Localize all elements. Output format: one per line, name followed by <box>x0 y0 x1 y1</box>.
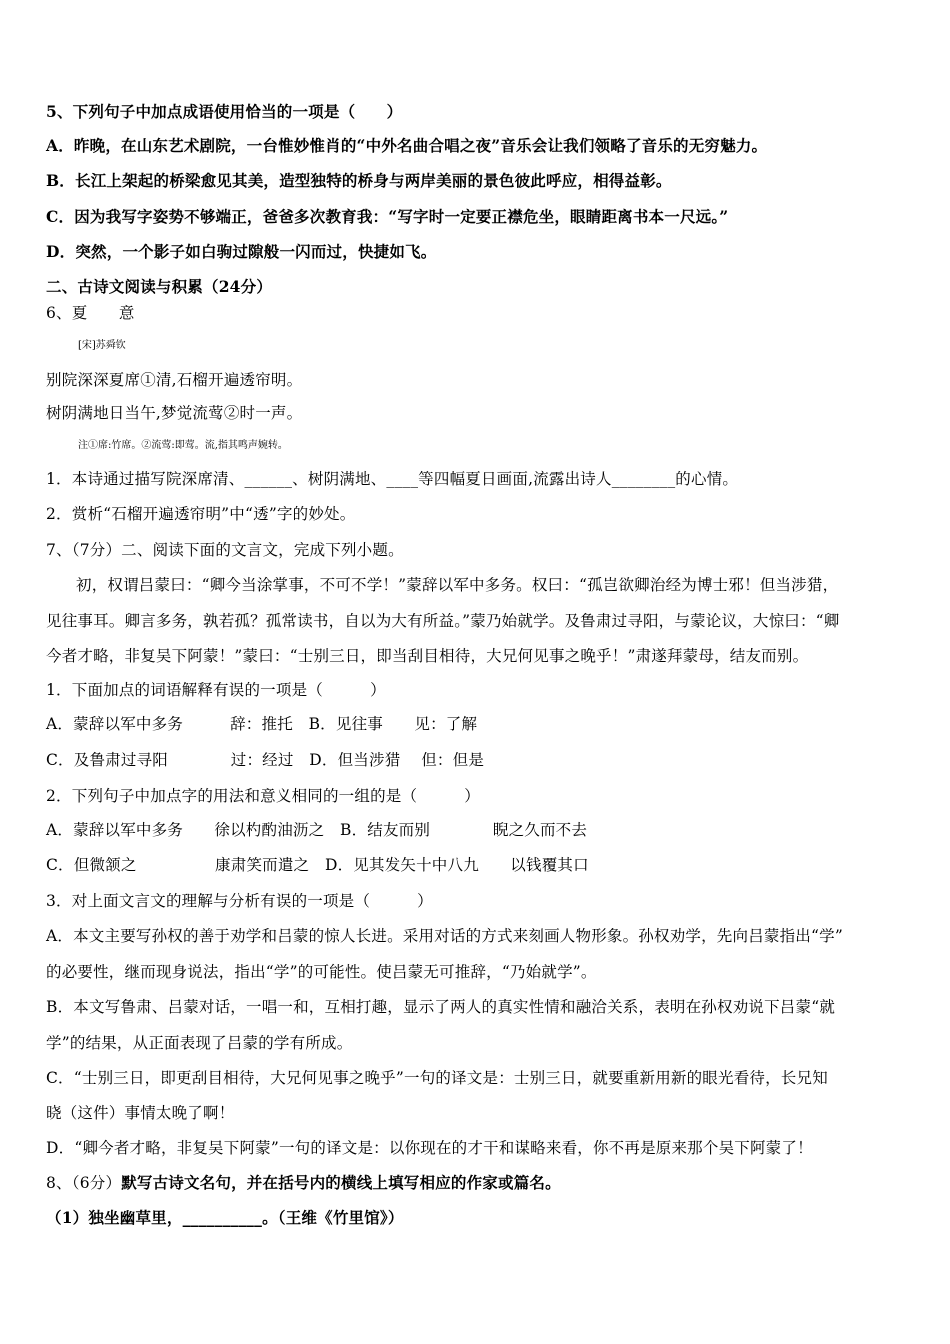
q7-sub2-options-ab: A．蒙辞以军中多务 徐以杓酌油沥之 B．结友而别 睨之久而不去 <box>46 821 588 839</box>
q7-passage-line3: 今者才略，非复吴下阿蒙！”蒙曰：“士别三日，即当刮目相待，大兄何见事之晚乎！”肃遂拜蒙母，结友而别。 <box>46 647 809 665</box>
q6-title: 6、夏 意 <box>46 304 135 322</box>
q8-stem: 默写古诗文名句，并在括号内的横线上填写相应的作家或篇名。 <box>121 1173 561 1192</box>
q6-poem-line2: 树阴满地日当午,梦觉流莺②时一声。 <box>46 404 303 422</box>
q8-item1: （1）独坐幽草里，__________。（王维《竹里馆》） <box>46 1208 404 1227</box>
q5-option-d: D．突然，一个影子如白驹过隙般一闪而过，快捷如飞。 <box>46 242 437 261</box>
q7-stem: 7、（7分）二、阅读下面的文言文，完成下列小题。 <box>46 541 404 559</box>
q7-passage-line1: 初，权谓吕蒙曰：“卿今当涂掌事，不可不学！”蒙辞以军中多务。权曰：“孤岂欲卿治经为博士邪！但当涉猎， <box>76 576 839 594</box>
q5-option-a: A．昨晚，在山东艺术剧院，一台惟妙惟肖的“中外名曲合唱之夜”音乐会让我们领略了音乐的无穷魅力。 <box>46 136 768 155</box>
q6-poem-line1: 别院深深夏席①清,石榴开遍透帘明。 <box>46 371 303 389</box>
q7-sub3-option-b-line1: B．本文写鲁肃、吕蒙对话，一唱一和，互相打趣，显示了两人的真实性情和融洽关系，表明在孙权劝说下吕蒙“就 <box>46 998 836 1016</box>
q6-sub1: 1．本诗通过描写院深席清、______、树阴满地、____等四幅夏日画面,流露出诗人________的心情。 <box>46 470 739 488</box>
q8-line <box>46 1173 916 1193</box>
q7-sub1-stem: 1．下面加点的词语解释有误的一项是（ ） <box>46 681 386 699</box>
q5-option-b: B．长江上架起的桥梁愈见其美，造型独特的桥身与两岸美丽的景色彼此呼应，相得益彰。 <box>46 171 672 190</box>
q8-prefix: 8、（6分） <box>46 1174 122 1192</box>
q7-sub1-options-cd: C．及鲁肃过寻阳 过：经过 D．但当涉猎 但：但是 <box>46 751 485 769</box>
q7-sub3-option-c-line1: C．“士别三日，即更刮目相待，大兄何见事之晚乎”一句的译文是：士别三日，就要重新用新的眼光看待，长兄知 <box>46 1069 828 1087</box>
q6-note: 注①席:竹席。②流莺:即莺。流,指其鸣声婉转。 <box>78 440 288 451</box>
q7-sub2-stem: 2．下列句子中加点字的用法和意义相同的一组的是（ ） <box>46 787 480 805</box>
q7-sub2-options-cd: C．但微颔之 康肃笑而遣之 D．见其发矢十中八九 以钱覆其口 <box>46 856 589 874</box>
q6-sub2: 2．赏析“石榴开遍透帘明”中“透”字的妙处。 <box>46 505 356 523</box>
q7-sub1-options-ab: A．蒙辞以军中多务 辞：推托 B．见往事 见：了解 <box>46 715 478 733</box>
q7-sub3-stem: 3．对上面文言文的理解与分析有误的一项是（ ） <box>46 892 433 910</box>
q7-passage-line2: 见往事耳。卿言多务，孰若孤？孤常读书，自以为大有所益。”蒙乃始就学。及鲁肃过寻阳，与蒙论议，大惊曰：“卿 <box>46 612 840 630</box>
q7-sub3-option-c-line2: 晓（这件）事情太晚了啊！ <box>46 1104 235 1122</box>
q7-sub3-option-d: D．“卿今者才略，非复吴下阿蒙”一句的译文是：以你现在的才干和谋略来看，你不再是原来那个吴下阿蒙了！ <box>46 1139 813 1157</box>
q5-stem: 5、下列句子中加点成语使用恰当的一项是（ ） <box>46 102 403 121</box>
q6-author: [宋]苏舜钦 <box>78 340 126 351</box>
q7-sub3-option-a-line2: 的必要性，继而现身说法，指出“学”的可能性。使吕蒙无可推辞，“乃始就学”。 <box>46 963 597 981</box>
q5-option-c: C．因为我写字姿势不够端正，爸爸多次教育我：“写字时一定要正襟危坐，眼睛距离书本一尺远。” <box>46 207 729 226</box>
section2-title: 二、古诗文阅读与积累（24分） <box>46 277 273 296</box>
q7-sub3-option-b-line2: 学”的结果，从正面表现了吕蒙的学有所成。 <box>46 1034 353 1052</box>
q7-sub3-option-a-line1: A．本文主要写孙权的善于劝学和吕蒙的惊人长进。采用对话的方式来刻画人物形象。孙权劝学，先向吕蒙指出“学” <box>46 927 843 945</box>
